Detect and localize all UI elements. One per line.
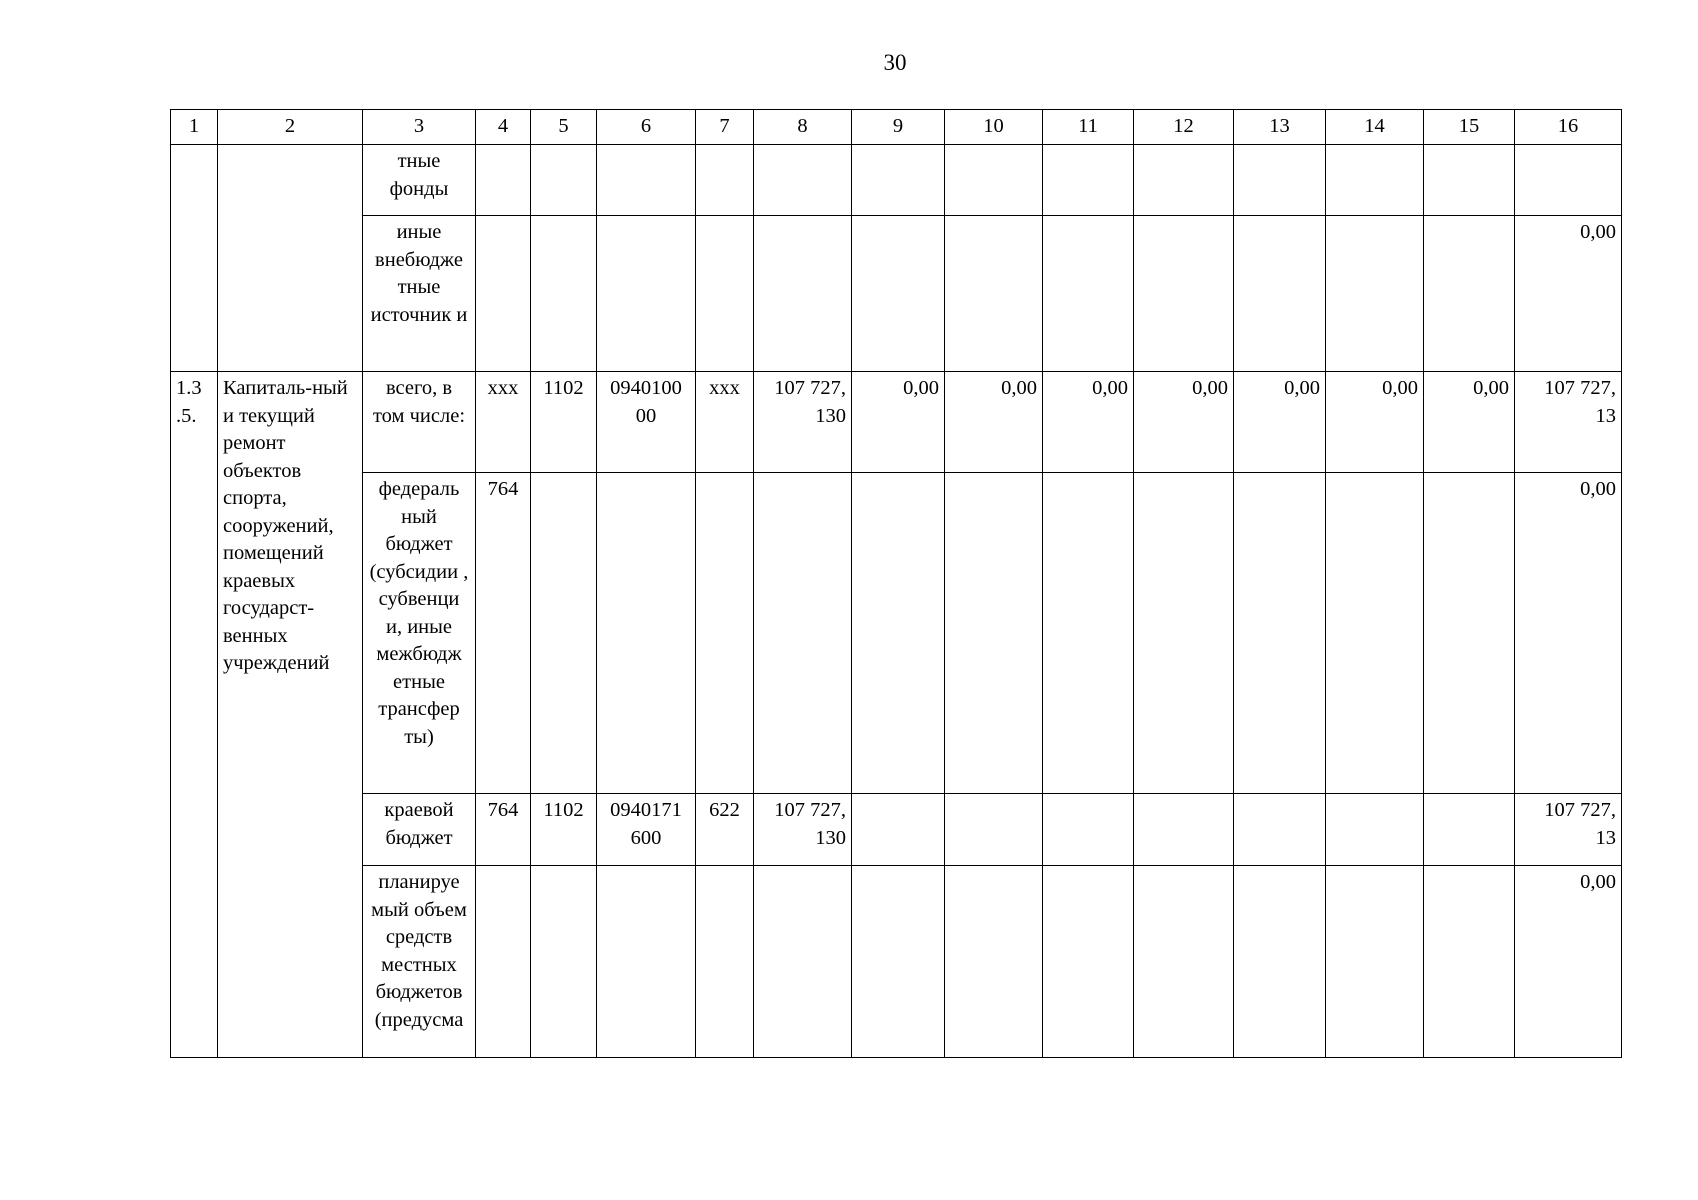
amount-cell: 0,00 xyxy=(945,372,1043,473)
table-cell xyxy=(1234,145,1326,216)
table-cell xyxy=(597,145,696,216)
amount-cell: 107 727, 130 xyxy=(754,372,852,473)
amount-cell: 0,00 xyxy=(1515,216,1622,372)
table-cell xyxy=(1134,145,1234,216)
table-cell xyxy=(531,216,597,372)
budget-table xyxy=(170,109,1622,1058)
amount-cell: 0,00 xyxy=(1134,372,1234,473)
table-cell xyxy=(531,473,597,794)
table-cell xyxy=(1134,794,1234,866)
table-cell xyxy=(1326,216,1424,372)
table-row xyxy=(171,866,1622,1058)
header-cell: 7 xyxy=(696,110,754,145)
table-cell xyxy=(852,216,945,372)
amount-cell: 0,00 xyxy=(1234,372,1326,473)
table-row xyxy=(171,145,1622,216)
amount-cell: 0,00 xyxy=(1515,473,1622,794)
table-cell xyxy=(754,866,852,1058)
table-cell xyxy=(696,866,754,1058)
table-cell xyxy=(754,216,852,372)
table-cell xyxy=(852,473,945,794)
code-cell: 1102 xyxy=(531,372,597,473)
funding-source-cell: федераль ный бюджет (субсидии , субвенци и, иные межбюдж етные трансфер ты) xyxy=(363,473,476,794)
code-cell: ххх xyxy=(696,372,754,473)
amount-cell: 107 727, 13 xyxy=(1515,372,1622,473)
table-cell xyxy=(1043,473,1134,794)
page-number: 30 xyxy=(883,50,907,75)
table-cell xyxy=(597,216,696,372)
header-cell: 5 xyxy=(531,110,597,145)
code-cell: 622 xyxy=(696,794,754,866)
table-cell xyxy=(597,473,696,794)
code-cell: 764 xyxy=(476,794,531,866)
amount-cell: 0,00 xyxy=(1043,372,1134,473)
table-cell xyxy=(1234,866,1326,1058)
amount-cell: 107 727, 130 xyxy=(754,794,852,866)
table-cell xyxy=(597,866,696,1058)
amount-cell: 0,00 xyxy=(1326,372,1424,473)
table-cell xyxy=(696,145,754,216)
header-cell: 12 xyxy=(1134,110,1234,145)
code-cell: ххх xyxy=(476,372,531,473)
header-row xyxy=(171,110,1622,145)
table-cell xyxy=(852,866,945,1058)
table-cell xyxy=(1424,794,1515,866)
table-cell xyxy=(1424,216,1515,372)
amount-cell: 0,00 xyxy=(1515,866,1622,1058)
item-number-cell: 1.3 .5. xyxy=(171,372,218,1058)
funding-source-cell: краевой бюджет xyxy=(363,794,476,866)
table-cell xyxy=(945,216,1043,372)
header-cell: 3 xyxy=(363,110,476,145)
header-cell: 10 xyxy=(945,110,1043,145)
table-cell xyxy=(1043,794,1134,866)
table-cell xyxy=(1326,145,1424,216)
header-cell: 8 xyxy=(754,110,852,145)
header-cell: 11 xyxy=(1043,110,1134,145)
table-cell xyxy=(852,145,945,216)
table-row xyxy=(171,794,1622,866)
header-cell: 14 xyxy=(1326,110,1424,145)
header-cell: 4 xyxy=(476,110,531,145)
table-cell xyxy=(1134,866,1234,1058)
table-cell xyxy=(945,145,1043,216)
table-cell xyxy=(1424,866,1515,1058)
table-cell xyxy=(171,145,218,372)
header-cell: 15 xyxy=(1424,110,1515,145)
table-cell xyxy=(1134,473,1234,794)
table-cell xyxy=(696,473,754,794)
table-cell xyxy=(1134,216,1234,372)
table-cell xyxy=(1326,866,1424,1058)
code-cell: 764 xyxy=(476,473,531,794)
header-cell: 13 xyxy=(1234,110,1326,145)
funding-source-cell: иные внебюдже тные источник и xyxy=(363,216,476,372)
table-cell xyxy=(1043,216,1134,372)
header-cell: 1 xyxy=(171,110,218,145)
table-cell xyxy=(1043,145,1134,216)
table-cell xyxy=(945,473,1043,794)
code-cell: 0940100 00 xyxy=(597,372,696,473)
table-cell xyxy=(1515,145,1622,216)
table-cell xyxy=(476,216,531,372)
table-cell xyxy=(218,145,363,372)
table-cell xyxy=(1234,216,1326,372)
table-cell xyxy=(945,866,1043,1058)
table-cell xyxy=(476,866,531,1058)
table-cell xyxy=(1424,473,1515,794)
header-cell: 6 xyxy=(597,110,696,145)
code-cell: 1102 xyxy=(531,794,597,866)
table-cell xyxy=(1234,473,1326,794)
table-cell xyxy=(1424,145,1515,216)
amount-cell: 0,00 xyxy=(1424,372,1515,473)
table-cell xyxy=(945,794,1043,866)
funding-source-cell: всего, в том числе: xyxy=(363,372,476,473)
item-name-cell: Капиталь-ный и текущий ремонт объектов спорта, сооружений, помещений краевых государст-венных учреждений xyxy=(218,372,363,1058)
amount-cell: 0,00 xyxy=(852,372,945,473)
table-cell xyxy=(754,145,852,216)
table-row xyxy=(171,372,1622,473)
table-cell xyxy=(531,866,597,1058)
funding-source-cell: планируе мый объем средств местных бюджетов (предусма xyxy=(363,866,476,1058)
table-cell xyxy=(1234,794,1326,866)
table-cell xyxy=(1043,866,1134,1058)
header-cell: 2 xyxy=(218,110,363,145)
table-row xyxy=(171,216,1622,372)
table-cell xyxy=(1326,794,1424,866)
header-cell: 9 xyxy=(852,110,945,145)
amount-cell: 107 727, 13 xyxy=(1515,794,1622,866)
header-cell: 16 xyxy=(1515,110,1622,145)
table-cell xyxy=(852,794,945,866)
table-cell xyxy=(531,145,597,216)
funding-source-cell: тные фонды xyxy=(363,145,476,216)
code-cell: 0940171 600 xyxy=(597,794,696,866)
table-cell xyxy=(1326,473,1424,794)
table-cell xyxy=(696,216,754,372)
table-cell xyxy=(754,473,852,794)
table-cell xyxy=(476,145,531,216)
table-row xyxy=(171,473,1622,794)
